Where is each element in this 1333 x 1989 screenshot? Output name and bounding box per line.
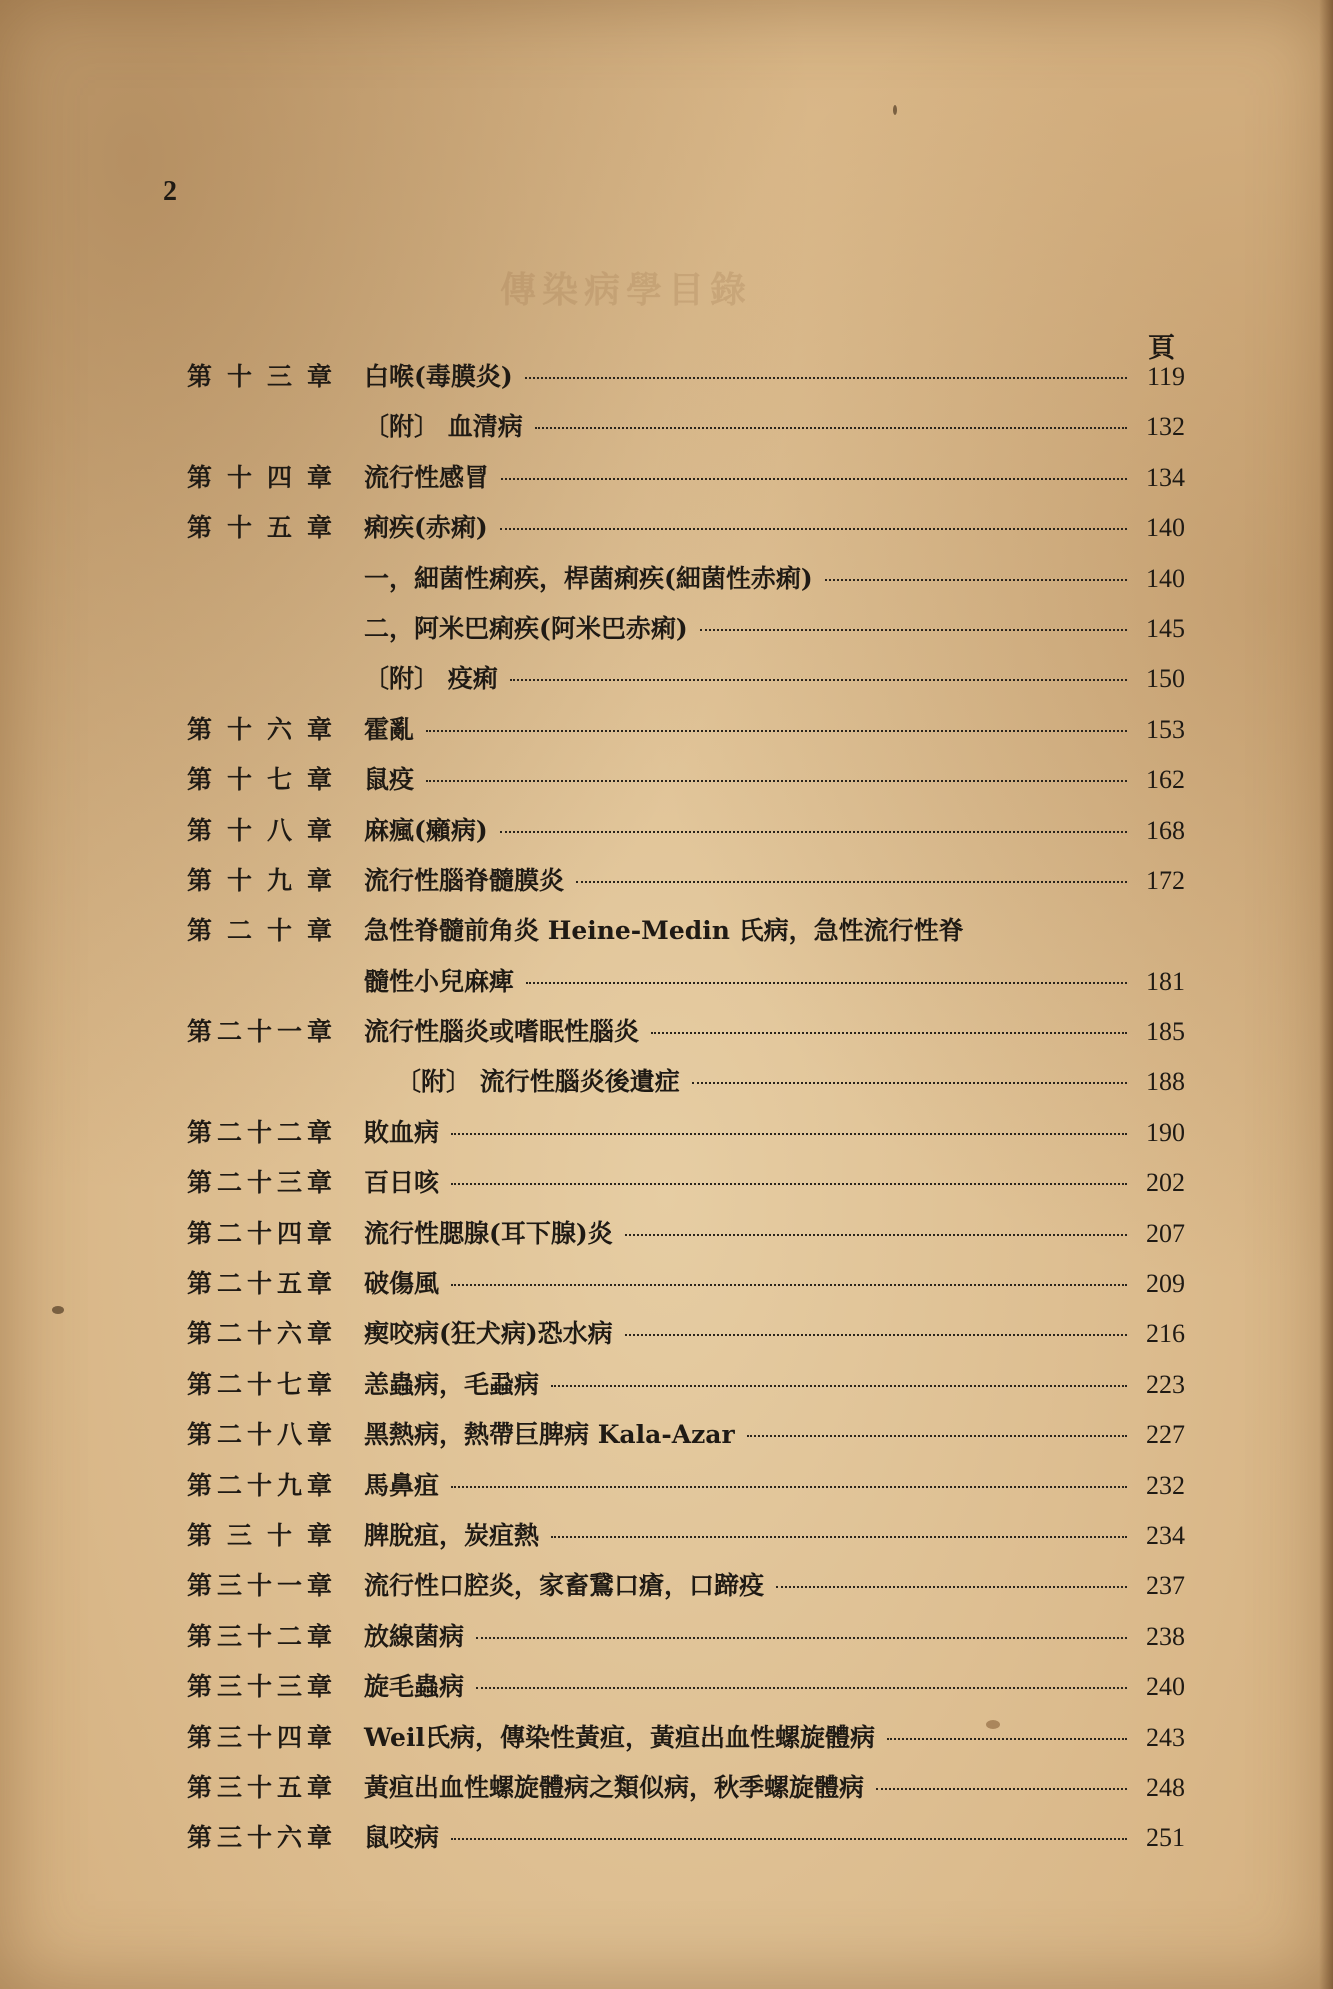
dot-leader <box>476 1637 1127 1639</box>
toc-entry <box>187 760 1185 810</box>
page-ref: 188 <box>1146 1067 1185 1097</box>
toc-entry <box>187 1163 1185 1213</box>
page-ref: 132 <box>1146 412 1185 442</box>
page-ref: 248 <box>1146 1772 1185 1802</box>
chapter-label: 第十五章 <box>187 513 332 543</box>
chapter-label: 第二十一章 <box>187 1017 332 1047</box>
toc-entry <box>187 1516 1185 1566</box>
page-edge-shadow <box>1319 0 1333 1989</box>
entry-title: 鼠疫 <box>364 765 415 795</box>
page-ref: 172 <box>1146 865 1185 895</box>
entry-title: 瘈咬病(狂犬病)恐水病 <box>364 1319 613 1349</box>
entry-title: 〔附〕 血清病 <box>364 412 523 442</box>
chapter-label: 第二十章 <box>187 916 332 946</box>
dot-leader <box>825 579 1127 581</box>
chapter-label: 第十八章 <box>187 815 332 845</box>
toc-entry <box>187 1012 1185 1062</box>
entry-title: 流行性感冒 <box>364 462 490 492</box>
entry-title: 敗血病 <box>364 1117 440 1147</box>
page-ref: 216 <box>1146 1319 1185 1349</box>
dot-leader <box>576 881 1127 883</box>
toc-entry <box>187 508 1185 558</box>
paper-speck <box>986 1720 1000 1729</box>
dot-leader <box>625 1334 1127 1336</box>
toc-entry <box>187 1818 1185 1868</box>
chapter-label: 第二十六章 <box>187 1319 332 1349</box>
page-ref: 140 <box>1146 563 1185 593</box>
page-ref: 223 <box>1146 1369 1185 1399</box>
toc-entry <box>187 609 1185 659</box>
dot-leader <box>451 1284 1127 1286</box>
chapter-label: 第二十五章 <box>187 1269 332 1299</box>
dot-leader <box>500 528 1127 530</box>
chapter-label: 第三十四章 <box>187 1722 332 1752</box>
entry-title: 白喉(毒膜炎) <box>364 362 513 391</box>
chapter-label: 第二十四章 <box>187 1218 332 1248</box>
page-number: 2 <box>163 176 177 207</box>
dot-leader <box>651 1032 1127 1034</box>
entry-title: 痢疾(赤痢) <box>364 513 488 543</box>
entry-title: 鼠咬病 <box>364 1823 440 1853</box>
page-ref: 207 <box>1146 1218 1185 1248</box>
entry-title: 馬鼻疽 <box>364 1470 440 1500</box>
dot-leader <box>551 1385 1127 1387</box>
faded-bleed-through-heading: 傳染病學目錄 <box>500 269 753 311</box>
toc-entry <box>187 811 1185 861</box>
dot-leader <box>526 982 1127 984</box>
chapter-label: 第三十一章 <box>187 1571 332 1601</box>
chapter-label: 第十九章 <box>187 865 332 895</box>
page-ref: 162 <box>1146 765 1185 795</box>
entry-title: 黑熱病，熱帶巨脾病 Kala-Azar <box>364 1420 735 1450</box>
page-ref: 168 <box>1146 815 1185 845</box>
dot-leader <box>501 478 1127 480</box>
entry-title: 流行性腦炎或嗜眠性腦炎 <box>364 1017 640 1047</box>
chapter-label: 第三十五章 <box>187 1772 332 1802</box>
toc-entry <box>187 1768 1185 1818</box>
dot-leader <box>451 1133 1127 1135</box>
page-ref: 232 <box>1146 1470 1185 1500</box>
entry-title: 流行性口腔炎，家畜鵞口瘡，口蹄疫 <box>364 1571 765 1601</box>
entry-title: 流行性腮腺(耳下腺)炎 <box>364 1218 613 1248</box>
chapter-label: 第十六章 <box>187 714 332 744</box>
page-ref: 119 <box>1146 362 1185 391</box>
entry-title: 麻瘋(癩病) <box>364 815 488 845</box>
page-column-label: 頁 <box>1148 333 1175 364</box>
toc-entry <box>187 357 1185 407</box>
chapter-label: 第十三章 <box>187 362 332 391</box>
chapter-label: 第十七章 <box>187 765 332 795</box>
dot-leader <box>426 780 1127 782</box>
toc-entry <box>187 1113 1185 1163</box>
entry-title: 黃疸出血性螺旋體病之類似病，秋季螺旋體病 <box>364 1772 865 1802</box>
toc-entry <box>187 458 1185 508</box>
entry-title: Weil氏病，傳染性黃疸，黃疸出血性螺旋體病 <box>364 1722 875 1752</box>
toc-entry <box>187 659 1185 709</box>
toc-entry <box>187 962 1185 1012</box>
chapter-label: 第三十三章 <box>187 1672 332 1702</box>
entry-title: 流行性腦脊髓膜炎 <box>364 865 565 895</box>
toc-entry <box>187 1214 1185 1264</box>
toc-entry <box>187 710 1185 760</box>
toc-entry <box>187 1264 1185 1314</box>
entry-title: 恙蟲病，毛蝨病 <box>364 1369 540 1399</box>
toc-entry <box>187 861 1185 911</box>
page-ref: 237 <box>1146 1571 1185 1601</box>
chapter-label: 第三十二章 <box>187 1621 332 1651</box>
chapter-label: 第三十章 <box>187 1520 332 1550</box>
dot-leader <box>476 1687 1127 1689</box>
dot-leader <box>551 1536 1127 1538</box>
page-ref: 234 <box>1146 1520 1185 1550</box>
dot-leader <box>451 1183 1127 1185</box>
entry-title: 〔附〕 流行性腦炎後遺症 <box>396 1067 680 1097</box>
dot-leader <box>451 1486 1127 1488</box>
page-ref: 185 <box>1146 1017 1185 1047</box>
chapter-label: 第二十三章 <box>187 1168 332 1198</box>
entry-title: 急性脊髓前角炎 Heine-Medin 氏病，急性流行性脊 <box>364 916 964 946</box>
page-ref: 227 <box>1146 1420 1185 1450</box>
toc-entry <box>187 1314 1185 1364</box>
paper-speck <box>52 1306 64 1314</box>
chapter-label: 第二十二章 <box>187 1117 332 1147</box>
dot-leader <box>510 679 1127 681</box>
chapter-label: 第二十九章 <box>187 1470 332 1500</box>
chapter-label: 第二十八章 <box>187 1420 332 1450</box>
dot-leader <box>625 1234 1127 1236</box>
entry-title: 〔附〕 疫痢 <box>364 664 498 694</box>
entry-title: 霍亂 <box>364 714 415 744</box>
page-ref: 181 <box>1146 966 1185 996</box>
toc-entry <box>187 1718 1185 1768</box>
dot-leader <box>451 1838 1127 1840</box>
dot-leader <box>776 1586 1127 1588</box>
entry-title: 髓性小兒麻痺 <box>364 966 515 996</box>
toc-entry <box>187 407 1185 457</box>
page-ref: 251 <box>1146 1823 1185 1853</box>
chapter-label: 第二十七章 <box>187 1369 332 1399</box>
page-ref: 209 <box>1146 1269 1185 1299</box>
page-ref: 145 <box>1146 613 1185 643</box>
dot-leader <box>426 730 1127 732</box>
page-ref: 153 <box>1146 714 1185 744</box>
entry-title: 百日咳 <box>364 1168 440 1198</box>
dot-leader <box>700 629 1127 631</box>
page-ref: 202 <box>1146 1168 1185 1198</box>
entry-title: 破傷風 <box>364 1269 440 1299</box>
entry-title: 旋毛蟲病 <box>364 1672 465 1702</box>
entry-title: 一，細菌性痢疾，桿菌痢疾(細菌性赤痢) <box>364 563 813 593</box>
dot-leader <box>500 831 1127 833</box>
toc-entry <box>187 1617 1185 1667</box>
toc-entry <box>187 1667 1185 1717</box>
toc-entry <box>187 911 1185 961</box>
page-ref: 140 <box>1146 513 1185 543</box>
toc-entry <box>187 1062 1185 1112</box>
table-of-contents <box>187 357 1185 1869</box>
toc-entry <box>187 1365 1185 1415</box>
page-ref: 243 <box>1146 1722 1185 1752</box>
dot-leader <box>692 1082 1127 1084</box>
entry-title: 放線菌病 <box>364 1621 465 1651</box>
page-ref: 190 <box>1146 1117 1185 1147</box>
dot-leader <box>535 427 1127 429</box>
page-ref: 150 <box>1146 664 1185 694</box>
dot-leader <box>525 377 1127 379</box>
toc-entry <box>187 1415 1185 1465</box>
toc-entry <box>187 1566 1185 1616</box>
toc-entry <box>187 1466 1185 1516</box>
page-ref: 134 <box>1146 462 1185 492</box>
page-ref: 240 <box>1146 1672 1185 1702</box>
chapter-label: 第三十六章 <box>187 1823 332 1853</box>
paper-speck <box>893 105 897 115</box>
dot-leader <box>747 1435 1127 1437</box>
toc-entry <box>187 559 1185 609</box>
dot-leader <box>876 1788 1127 1790</box>
entry-title: 二，阿米巴痢疾(阿米巴赤痢) <box>364 613 688 643</box>
entry-title: 脾脫疽，炭疽熱 <box>364 1520 540 1550</box>
page-ref: 238 <box>1146 1621 1185 1651</box>
chapter-label: 第十四章 <box>187 462 332 492</box>
dot-leader <box>887 1738 1127 1740</box>
